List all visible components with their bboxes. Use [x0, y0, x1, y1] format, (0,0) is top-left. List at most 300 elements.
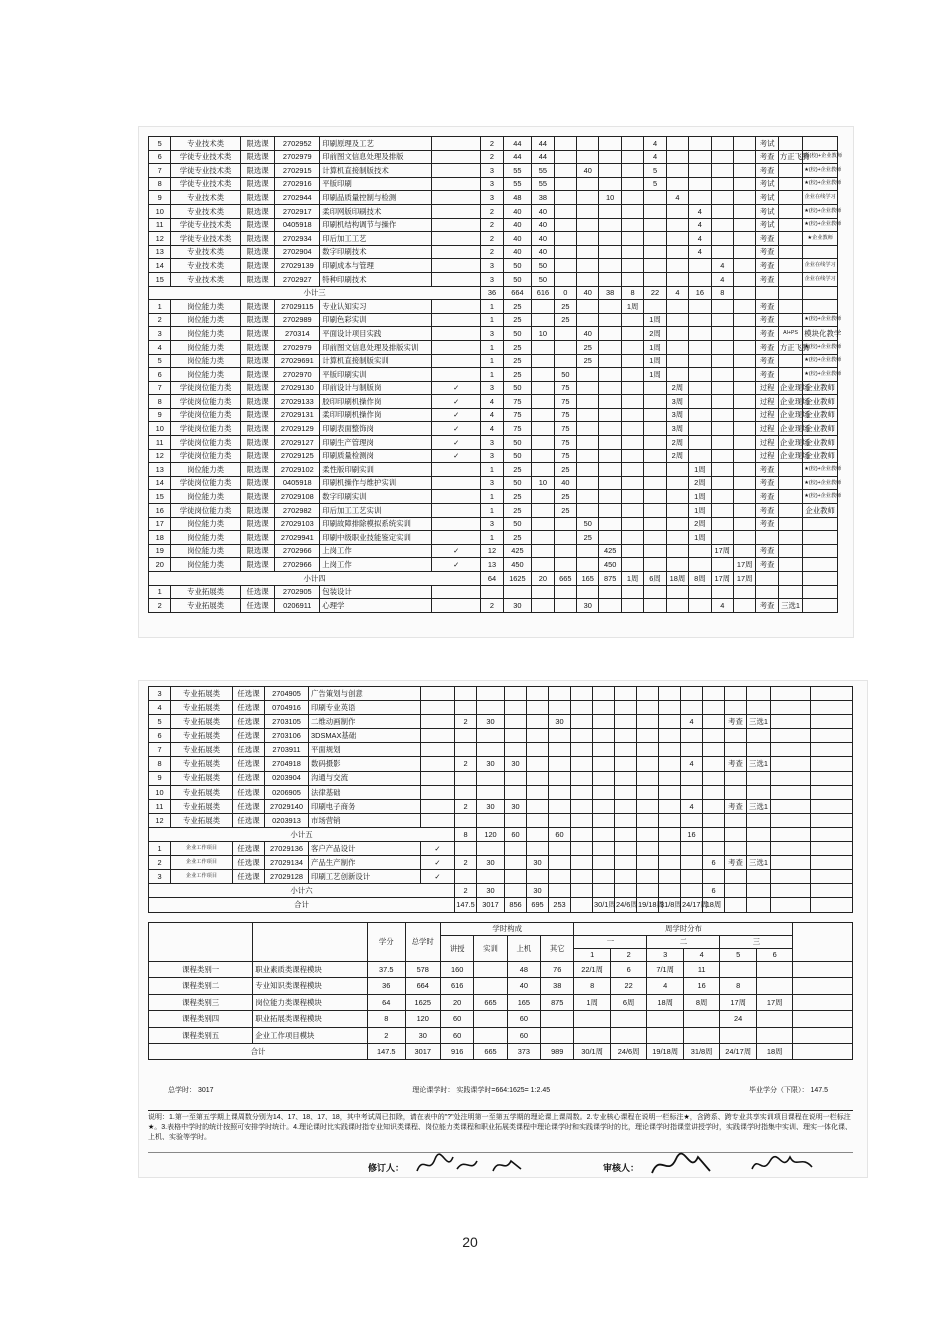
table-cell — [593, 715, 615, 729]
table-cell: 40 — [532, 245, 554, 259]
table-cell: 6 — [703, 856, 725, 870]
table-cell — [666, 340, 688, 354]
table-cell — [644, 517, 666, 531]
table-cell: 25 — [503, 531, 532, 545]
summary-cell — [793, 1027, 853, 1043]
table-cell — [733, 204, 755, 218]
table-cell: 5 — [149, 354, 171, 368]
summary-cell — [756, 978, 793, 994]
table-cell — [599, 531, 621, 545]
table-cell — [689, 354, 711, 368]
table-cell: 5 — [644, 177, 666, 191]
summary-cell: 616 — [440, 978, 473, 994]
table-cell — [554, 558, 576, 572]
table-cell: 考查 — [756, 490, 778, 504]
table-cell: 14 — [149, 259, 171, 273]
table-cell: 专业技术类 — [171, 272, 240, 286]
table-cell: 专业拓展类 — [171, 743, 233, 757]
table-cell — [421, 729, 455, 743]
table-cell — [532, 517, 554, 531]
table-cell — [599, 177, 621, 191]
table-cell: 限选课 — [240, 504, 275, 518]
table-cell — [621, 531, 643, 545]
table-cell — [666, 463, 688, 477]
summary-cell: 6 — [610, 962, 647, 978]
table-cell: 考查 — [756, 340, 778, 354]
summary-cell: 职业拓展类课程模块 — [253, 1011, 368, 1027]
table-cell — [689, 272, 711, 286]
table-cell — [549, 856, 571, 870]
table-row — [149, 354, 838, 368]
table-cell — [778, 164, 802, 178]
table-cell — [432, 300, 481, 314]
summary-cell: 3017 — [405, 1043, 440, 1059]
table-cell — [527, 870, 549, 884]
table-cell: 考查 — [756, 300, 778, 314]
summary-cell: 22/1周 — [574, 962, 611, 978]
table-cell — [689, 137, 711, 151]
summary-cell: 7/1周 — [647, 962, 684, 978]
table-cell — [432, 476, 481, 490]
table-cell: 企业现场 — [778, 422, 802, 436]
subtotal-cell — [811, 827, 853, 841]
table-row — [149, 701, 853, 715]
subtotal-cell: 30 — [477, 884, 505, 898]
curriculum-table-lower — [148, 686, 853, 913]
table-cell — [621, 177, 643, 191]
table-row — [149, 757, 853, 771]
table-cell: 30 — [477, 856, 505, 870]
table-cell: 专业技术类 — [171, 259, 240, 273]
table-cell — [527, 842, 549, 856]
table-cell — [711, 490, 733, 504]
table-cell: 印后加工工艺实训 — [320, 504, 432, 518]
table-cell: 2 — [481, 218, 503, 232]
subtotal-cell: 253 — [549, 898, 571, 912]
table-cell — [593, 799, 615, 813]
table-cell — [703, 729, 725, 743]
table-cell — [733, 245, 755, 259]
table-cell — [681, 687, 703, 701]
summary-cell — [793, 994, 853, 1010]
table-cell: 25 — [554, 300, 576, 314]
table-cell: 27029941 — [275, 531, 320, 545]
table-cell — [644, 272, 666, 286]
subtotal-label: 小计四 — [149, 572, 481, 586]
summary-cell — [474, 1011, 507, 1027]
table-cell — [644, 191, 666, 205]
table-cell — [733, 476, 755, 490]
table-cell — [577, 449, 599, 463]
table-cell: 岗位能力类 — [171, 327, 240, 341]
table-cell: 平面规划 — [309, 743, 421, 757]
table-cell — [615, 870, 637, 884]
table-cell — [621, 340, 643, 354]
subtotal-cell — [571, 827, 593, 841]
table-cell — [711, 395, 733, 409]
table-cell: 44 — [532, 150, 554, 164]
table-cell — [778, 313, 802, 327]
table-row — [149, 771, 853, 785]
table-cell: 0206911 — [275, 599, 320, 613]
table-cell: 14 — [149, 476, 171, 490]
table-cell — [577, 504, 599, 518]
table-cell — [577, 490, 599, 504]
table-cell — [637, 799, 659, 813]
table-cell: ★(校)+企业教师 — [803, 368, 838, 382]
table-cell: 5 — [644, 164, 666, 178]
table-cell: 印刷专业英语 — [309, 701, 421, 715]
table-cell: 2 — [455, 856, 477, 870]
table-cell: 2702952 — [275, 137, 320, 151]
table-cell: 考查 — [725, 856, 747, 870]
subtotal-row — [149, 898, 853, 912]
table-cell — [421, 799, 455, 813]
scanned-table-page-lower — [138, 680, 868, 1178]
table-row — [149, 218, 838, 232]
summary-cell — [541, 1011, 574, 1027]
table-cell — [505, 856, 527, 870]
table-cell: 专业拓展类 — [171, 687, 233, 701]
table-cell: 2702905 — [275, 585, 320, 599]
table-cell: 44 — [532, 137, 554, 151]
table-cell: 数字印刷实训 — [320, 490, 432, 504]
table-cell — [711, 313, 733, 327]
table-cell: 4 — [149, 340, 171, 354]
table-row — [149, 490, 838, 504]
table-cell — [593, 743, 615, 757]
table-cell — [421, 785, 455, 799]
table-cell: 30 — [503, 599, 532, 613]
table-row — [149, 799, 853, 813]
table-cell — [666, 517, 688, 531]
table-cell: 2702917 — [275, 204, 320, 218]
table-cell — [599, 259, 621, 273]
table-cell: 限选课 — [240, 164, 275, 178]
table-cell: 30 — [505, 757, 527, 771]
table-cell — [666, 300, 688, 314]
table-row — [149, 327, 838, 341]
summary-cell: 18周 — [647, 994, 684, 1010]
signature-row — [148, 1152, 853, 1179]
table-cell: 印刷机结构调节与操作 — [320, 218, 432, 232]
table-cell: 限选课 — [240, 449, 275, 463]
table-cell: 三选1 — [747, 757, 771, 771]
table-row — [149, 191, 838, 205]
revised-by-label: 修订人： — [368, 1163, 405, 1173]
table-row — [149, 340, 838, 354]
table-cell — [571, 715, 593, 729]
table-cell: 二维动画制作 — [309, 715, 421, 729]
table-cell — [733, 300, 755, 314]
table-cell — [532, 463, 554, 477]
table-cell: 1 — [481, 368, 503, 382]
table-cell — [733, 137, 755, 151]
table-cell — [505, 701, 527, 715]
table-cell — [689, 585, 711, 599]
table-cell — [615, 813, 637, 827]
table-cell — [577, 476, 599, 490]
reviewed-by-label: 审核人： — [603, 1163, 640, 1173]
summary-cell: 8周 — [683, 994, 720, 1010]
table-cell — [703, 813, 725, 827]
table-cell — [778, 218, 802, 232]
table-cell: 1周 — [689, 490, 711, 504]
summary-cell — [720, 962, 757, 978]
table-cell: 学徒专业技术类 — [171, 232, 240, 246]
table-cell: 考试 — [756, 191, 778, 205]
table-cell: 1周 — [644, 313, 666, 327]
table-cell: 10 — [149, 785, 171, 799]
table-cell — [689, 408, 711, 422]
table-cell: 75 — [503, 408, 532, 422]
table-cell: 4 — [481, 422, 503, 436]
table-cell: ★(校)+企业教师 — [803, 490, 838, 504]
subtotal-cell — [703, 827, 725, 841]
table-cell: 75 — [554, 449, 576, 463]
subtotal-cell: 60 — [505, 827, 527, 841]
table-cell — [477, 771, 505, 785]
table-cell: 学徒专业技术类 — [171, 164, 240, 178]
table-cell: 25 — [503, 300, 532, 314]
table-cell: 考查 — [756, 504, 778, 518]
table-cell — [621, 463, 643, 477]
table-cell — [711, 150, 733, 164]
table-cell — [778, 232, 802, 246]
table-cell — [621, 490, 643, 504]
table-cell: 25 — [577, 354, 599, 368]
table-cell: 限选课 — [240, 558, 275, 572]
table-cell: 限选课 — [240, 327, 275, 341]
summary-cell: 24 — [720, 1011, 757, 1027]
summary-cell — [474, 978, 507, 994]
table-cell: 印刷故障排除模拟系统实训 — [320, 517, 432, 531]
table-cell — [554, 218, 576, 232]
table-cell: 企业教师 — [803, 408, 838, 422]
table-cell: 5 — [149, 715, 171, 729]
table-cell — [803, 517, 838, 531]
table-cell: 考查 — [756, 463, 778, 477]
summary-cell: 60 — [507, 1027, 540, 1043]
table-cell — [659, 856, 681, 870]
table-cell: 10 — [532, 327, 554, 341]
table-cell — [778, 177, 802, 191]
table-cell: 限选课 — [240, 150, 275, 164]
table-cell — [593, 729, 615, 743]
table-cell: 考查 — [725, 799, 747, 813]
summary-cell — [756, 1027, 793, 1043]
table-cell: 1 — [481, 463, 503, 477]
subtotal-cell: 1周 — [621, 572, 643, 586]
summary-cell: 916 — [440, 1043, 473, 1059]
totals-line — [168, 1085, 828, 1095]
table-cell: 50 — [503, 272, 532, 286]
table-cell: 沟通与交流 — [309, 771, 421, 785]
table-cell: 40 — [577, 327, 599, 341]
table-cell: 企业工作项目 — [171, 870, 233, 884]
summary-cell: 课程类别四 — [149, 1011, 253, 1027]
table-row — [149, 599, 838, 613]
table-cell — [681, 813, 703, 827]
credits-text: 毕业学分（下限）： 147.5 — [749, 1087, 828, 1094]
subtotal-cell: 16 — [689, 286, 711, 300]
subtotal-cell — [615, 884, 637, 898]
table-cell: 1 — [149, 585, 171, 599]
table-cell — [549, 729, 571, 743]
table-cell: 2702970 — [275, 368, 320, 382]
table-cell — [432, 164, 481, 178]
summary-cell — [793, 978, 853, 994]
table-row — [149, 558, 838, 572]
table-cell: 限选课 — [240, 395, 275, 409]
table-cell — [666, 137, 688, 151]
table-cell: 50 — [503, 327, 532, 341]
table-cell — [725, 701, 747, 715]
table-cell — [689, 300, 711, 314]
table-cell: 1 — [149, 842, 171, 856]
table-cell: 8 — [149, 177, 171, 191]
table-cell: 2 — [481, 232, 503, 246]
table-cell: 胶印印刷机操作岗 — [320, 395, 432, 409]
table-cell — [621, 327, 643, 341]
table-cell — [421, 813, 455, 827]
table-cell: 2 — [455, 757, 477, 771]
table-cell — [549, 813, 571, 827]
table-cell: 27029131 — [275, 408, 320, 422]
table-cell: 30 — [477, 799, 505, 813]
table-cell: 27029125 — [275, 449, 320, 463]
table-cell — [554, 150, 576, 164]
summary-cell: 17周 — [720, 994, 757, 1010]
table-cell — [571, 842, 593, 856]
table-cell: 2703106 — [265, 729, 309, 743]
table-cell — [733, 191, 755, 205]
scanned-table-page-upper — [138, 126, 854, 638]
summary-row — [149, 978, 853, 994]
table-cell — [644, 245, 666, 259]
table-cell — [621, 137, 643, 151]
table-cell: 考试 — [756, 218, 778, 232]
table-cell: ✓ — [432, 544, 481, 558]
table-cell — [599, 381, 621, 395]
table-cell: ✓ — [432, 381, 481, 395]
table-cell — [455, 687, 477, 701]
summary-cell — [793, 1043, 853, 1059]
table-cell: 12 — [481, 544, 503, 558]
table-cell: 1 — [481, 313, 503, 327]
table-cell: 印刷原理及工艺 — [320, 137, 432, 151]
table-cell: ✓ — [432, 436, 481, 450]
table-cell — [599, 422, 621, 436]
table-cell — [532, 599, 554, 613]
table-cell: 3周 — [666, 408, 688, 422]
table-cell — [532, 504, 554, 518]
subtotal-cell — [756, 286, 778, 300]
table-cell: 1周 — [644, 340, 666, 354]
table-cell — [703, 799, 725, 813]
table-cell: 印刷成本与管理 — [320, 259, 432, 273]
subtotal-cell — [747, 827, 771, 841]
table-cell — [593, 842, 615, 856]
table-cell: 2周 — [666, 381, 688, 395]
table-cell: 岗位能力类 — [171, 517, 240, 531]
table-cell — [554, 585, 576, 599]
summary-cell — [610, 1027, 647, 1043]
subtotal-row — [149, 827, 853, 841]
table-cell: 企业现场 — [778, 436, 802, 450]
table-cell: 柔印网版印刷技术 — [320, 204, 432, 218]
table-cell — [725, 842, 747, 856]
table-cell: 1 — [481, 300, 503, 314]
table-cell: 27029140 — [265, 799, 309, 813]
table-cell: 2周 — [666, 436, 688, 450]
table-cell: 25 — [503, 504, 532, 518]
table-cell — [659, 701, 681, 715]
summary-cell: 48 — [507, 962, 540, 978]
table-cell — [733, 436, 755, 450]
table-cell — [666, 232, 688, 246]
table-cell — [659, 842, 681, 856]
table-cell — [771, 842, 811, 856]
table-cell: 44 — [503, 137, 532, 151]
table-row — [149, 870, 853, 884]
table-cell — [666, 558, 688, 572]
table-cell: 27029102 — [275, 463, 320, 477]
table-cell: 2702979 — [275, 340, 320, 354]
table-cell: 75 — [554, 436, 576, 450]
table-cell — [432, 585, 481, 599]
table-cell: 25 — [554, 490, 576, 504]
table-cell — [621, 436, 643, 450]
table-cell — [733, 272, 755, 286]
table-cell — [644, 531, 666, 545]
table-cell — [644, 381, 666, 395]
table-cell: 限选课 — [240, 422, 275, 436]
table-cell — [644, 300, 666, 314]
table-cell: ✓ — [421, 842, 455, 856]
table-cell: 任选课 — [233, 743, 265, 757]
table-cell: 2702934 — [275, 232, 320, 246]
table-cell: 学徒专业技术类 — [171, 218, 240, 232]
table-cell — [477, 813, 505, 827]
table-cell — [477, 743, 505, 757]
subtotal-cell: 24/6周 — [615, 898, 637, 912]
summary-cell: 课程类别五 — [149, 1027, 253, 1043]
table-cell: 17周 — [711, 544, 733, 558]
table-cell — [455, 870, 477, 884]
summary-cell: 2 — [367, 1027, 405, 1043]
table-cell — [666, 476, 688, 490]
table-cell — [711, 137, 733, 151]
table-cell: 25 — [554, 463, 576, 477]
subtotal-cell: 2 — [455, 884, 477, 898]
table-cell: 考查 — [756, 313, 778, 327]
table-cell: 任选课 — [233, 715, 265, 729]
table-cell: 3 — [481, 449, 503, 463]
table-cell — [644, 585, 666, 599]
table-cell: ★企业教师 — [803, 232, 838, 246]
subtotal-cell — [637, 884, 659, 898]
subtotal-cell — [527, 827, 549, 841]
table-cell — [615, 701, 637, 715]
summary-cell: 16 — [683, 978, 720, 994]
table-cell: ★(校)+企业教师 — [803, 164, 838, 178]
table-cell — [747, 743, 771, 757]
table-cell — [725, 743, 747, 757]
table-cell — [689, 422, 711, 436]
table-cell — [599, 150, 621, 164]
subtotal-cell: 17周 — [733, 572, 755, 586]
